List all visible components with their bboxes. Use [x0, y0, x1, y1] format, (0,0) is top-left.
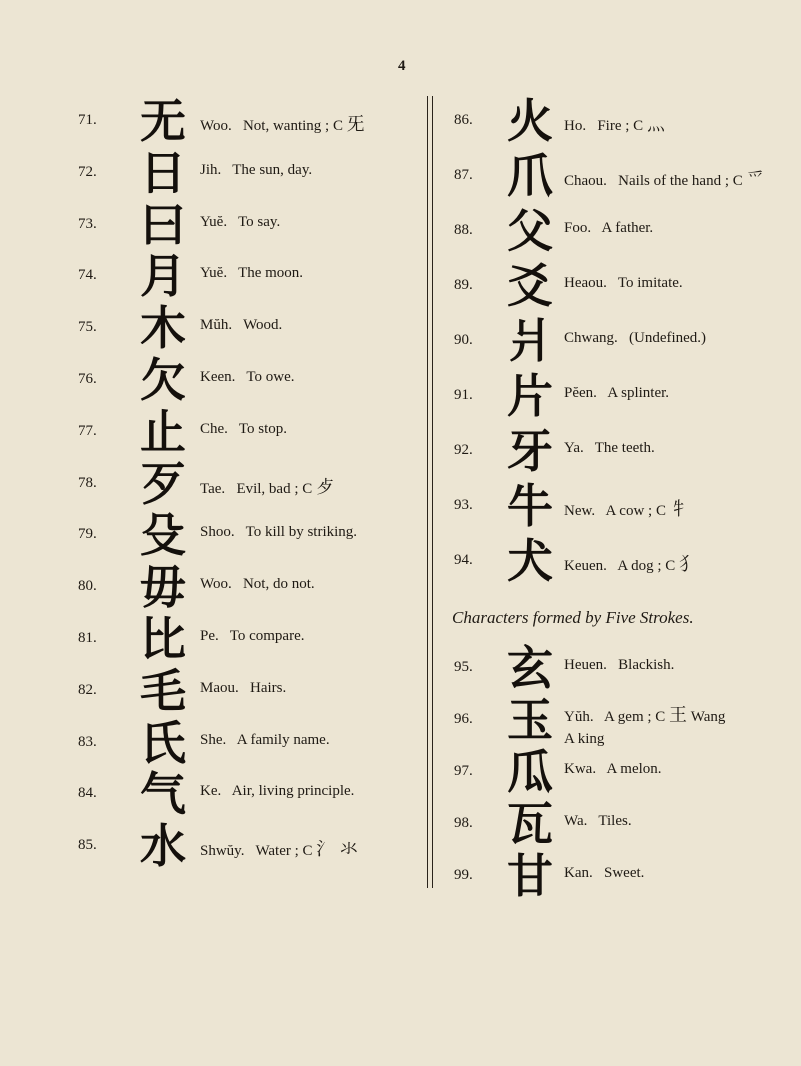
entry-character: 止 [140, 404, 186, 459]
dictionary-entry [0, 404, 424, 459]
entry-definition [564, 110, 665, 136]
dictionary-entry [0, 663, 424, 718]
entry-number: 89. [454, 277, 473, 293]
entry-meaning: Tiles. [598, 813, 632, 829]
dictionary-entry [432, 149, 801, 203]
entry-number: 86. [454, 112, 473, 128]
entry-number: 87. [454, 167, 473, 183]
entry-character: 甘 [507, 849, 553, 903]
entry-definition [200, 214, 280, 231]
entry-number: 81. [78, 630, 97, 646]
entry-number: 99. [454, 867, 473, 883]
entry-definition [564, 440, 655, 457]
entry-romanization: Heuen. [564, 657, 607, 673]
entry-meaning: Sweet. [604, 865, 645, 881]
entry-character: 犬 [507, 534, 553, 588]
entry-alternate-form: 爫 [746, 169, 765, 190]
entry-character: 气 [140, 767, 186, 822]
dictionary-entry [432, 745, 801, 799]
entry-character: 毛 [140, 663, 186, 718]
entry-definition [564, 701, 725, 727]
entry-meaning: The teeth. [594, 440, 655, 456]
entry-definition [564, 330, 706, 347]
entry-definition [200, 162, 312, 179]
entry-character: 玄 [507, 641, 553, 695]
entry-character: 水 [140, 819, 186, 874]
entry-character: 瓦 [507, 797, 553, 851]
entry-character: 无 [140, 94, 186, 148]
entry-number: 94. [454, 552, 473, 568]
dictionary-entry [0, 145, 424, 200]
entry-definition [564, 865, 644, 882]
dictionary-entry [0, 767, 424, 822]
entry-character: 火 [507, 94, 553, 148]
entry-character: 瓜 [507, 745, 553, 799]
entry-character: 月 [140, 249, 186, 304]
entry-meaning: The sun, day. [232, 161, 313, 178]
page-number: 4 [398, 58, 406, 74]
entry-definition [200, 317, 282, 334]
entry-character: 牙 [507, 424, 553, 478]
entry-definition [564, 165, 765, 191]
entry-character: 曰 [140, 197, 186, 252]
entry-character: 爻 [507, 259, 553, 313]
entry-meaning: Wood. [243, 317, 283, 334]
dictionary-entry [0, 612, 424, 666]
entry-character: 欠 [140, 353, 186, 407]
entry-meaning: Hairs. [250, 679, 287, 696]
entry-romanization: Ho. [564, 118, 587, 134]
entry-alternate-form: 牜 [669, 499, 688, 520]
entry-meaning: Not, do not. [242, 576, 315, 593]
dictionary-entry [432, 534, 801, 588]
dictionary-entry [432, 94, 801, 148]
entry-definition [200, 628, 305, 645]
entry-definition [564, 550, 697, 576]
entry-alternate-form: 歺 [316, 476, 335, 498]
dictionary-entry [432, 424, 801, 478]
dictionary-entry [0, 715, 424, 770]
entry-meaning: To owe. [246, 369, 295, 385]
entry-meaning: A family name. [236, 731, 330, 748]
entry-number: 90. [454, 332, 473, 348]
entry-number: 71. [78, 112, 97, 128]
entry-character: 毋 [140, 560, 186, 615]
entry-romanization: Woo. [200, 118, 232, 134]
entry-romanization: Yuĕ. [200, 213, 228, 230]
entry-character: 玉 [507, 693, 553, 747]
entry-definition [200, 680, 286, 697]
entry-alternate-reading: Wang [690, 709, 726, 725]
entry-definition [564, 220, 653, 237]
entry-number: 82. [78, 681, 97, 698]
entry-number: 97. [454, 763, 473, 779]
entry-romanization: Chwang. [564, 330, 618, 346]
dictionary-entry [432, 797, 801, 851]
entry-romanization: Yuĕ. [200, 265, 228, 282]
entry-romanization: Ya. [564, 440, 584, 456]
entry-romanization: Heaou. [564, 275, 607, 291]
entry-definition [564, 813, 632, 830]
entry-romanization: Wa. [564, 813, 588, 829]
entry-number: 77. [78, 422, 97, 439]
entry-number: 80. [78, 578, 97, 595]
entry-definition [200, 783, 354, 800]
entry-character: 片 [507, 369, 553, 423]
entry-character: 日 [140, 145, 186, 200]
dictionary-entry [432, 693, 801, 747]
entry-romanization: Shwŭy. [200, 843, 245, 860]
entry-meaning: To imitate. [617, 275, 683, 291]
entry-character: 氏 [140, 715, 186, 770]
entry-meaning: Air, living principle. [231, 783, 355, 800]
entry-definition [200, 524, 357, 541]
entry-alternate-form: 旡 [346, 114, 365, 135]
entry-number: 75. [78, 319, 97, 336]
entry-definition [200, 265, 303, 282]
entry-romanization: Yŭh. [564, 709, 594, 725]
entry-definition [200, 576, 315, 593]
dictionary-entry [432, 641, 801, 695]
entry-definition [564, 385, 669, 402]
dictionary-entry [0, 94, 424, 148]
entry-meaning: Evil, bad ; C [236, 480, 313, 497]
entry-romanization: Mŭh. [200, 317, 233, 334]
entry-romanization: She. [200, 731, 227, 748]
entry-definition [564, 275, 683, 292]
entry-alternate-form: 灬 [646, 114, 665, 135]
entry-romanization: Ke. [200, 783, 222, 800]
entry-character: 爿 [507, 314, 553, 368]
entry-meaning: A cow ; C [605, 503, 666, 519]
entry-meaning: Water ; C [255, 843, 313, 860]
entry-character: 爪 [507, 149, 553, 203]
entry-number: 92. [454, 442, 473, 458]
entry-number: 98. [454, 815, 473, 831]
entry-number: 78. [78, 474, 97, 491]
entry-definition [200, 473, 334, 499]
entry-romanization: Jih. [200, 161, 222, 178]
entry-meaning: A melon. [606, 761, 662, 777]
entry-meaning: To kill by striking. [245, 524, 358, 541]
entry-alternate-form: 王 [669, 705, 688, 726]
entry-romanization: Tae. [200, 480, 226, 497]
entry-romanization: Kwa. [564, 761, 597, 777]
entry-definition [200, 732, 330, 749]
dictionary-entry [432, 259, 801, 313]
entry-character: 牛 [507, 479, 553, 533]
entry-character: 殳 [140, 508, 186, 563]
dictionary-entry [0, 560, 424, 615]
entry-romanization: Keen. [200, 369, 236, 385]
entry-definition [564, 761, 662, 778]
dictionary-entry [432, 479, 801, 533]
entry-romanization: Keuen. [564, 558, 607, 574]
entry-character: 木 [140, 301, 186, 356]
entry-number: 74. [78, 267, 97, 284]
dictionary-entry [0, 197, 424, 252]
entry-meaning: (Undefined.) [629, 330, 707, 346]
entry-meaning: Blackish. [618, 657, 675, 673]
dictionary-entry [0, 301, 424, 356]
entry-number: 72. [78, 163, 97, 180]
entry-meaning: The moon. [238, 265, 304, 282]
entry-number: 91. [454, 387, 473, 403]
entry-number: 85. [78, 837, 97, 854]
entry-definition [564, 657, 674, 674]
entry-number: 93. [454, 497, 473, 513]
entry-number: 88. [454, 222, 473, 238]
entry-meaning: To say. [238, 213, 281, 230]
entry-number: 84. [78, 785, 97, 802]
entry-subdefinition: A king [564, 731, 605, 747]
dictionary-entry [432, 314, 801, 368]
entry-meaning: Nails of the hand ; C [618, 173, 743, 189]
entry-character: 父 [507, 204, 553, 258]
entry-meaning: Not, wanting ; C [242, 118, 343, 134]
dictionary-entry [0, 353, 424, 407]
entry-number: 83. [78, 733, 97, 750]
entry-character: 比 [140, 612, 186, 666]
dictionary-entry [0, 508, 424, 563]
entry-romanization: Che. [200, 420, 228, 437]
entry-meaning: A dog ; C [617, 558, 676, 574]
entry-romanization: New. [564, 503, 596, 519]
entry-definition [200, 835, 358, 861]
entry-romanization: Pe. [200, 628, 219, 644]
entry-romanization: Maou. [200, 679, 239, 696]
section-heading: Characters formed by Five Strokes. [452, 608, 694, 627]
entry-number: 73. [78, 215, 97, 232]
entry-number: 76. [78, 371, 97, 387]
entry-meaning: A splinter. [607, 385, 670, 401]
dictionary-entry [0, 456, 424, 511]
entry-character: 歹 [140, 456, 186, 511]
entry-definition [200, 421, 287, 438]
entry-meaning: To compare. [229, 628, 305, 644]
entry-number: 96. [454, 711, 473, 727]
entry-romanization: Shoo. [200, 524, 235, 541]
dictionary-entry [432, 849, 801, 903]
entry-definition [200, 110, 365, 136]
entry-definition [200, 369, 295, 386]
entry-meaning: To stop. [238, 420, 288, 437]
entry-romanization: Woo. [200, 576, 232, 593]
dictionary-entry [0, 249, 424, 304]
dictionary-entry [0, 819, 424, 874]
entry-definition [564, 495, 688, 521]
dictionary-entry [432, 204, 801, 258]
entry-meaning: Fire ; C [597, 118, 644, 134]
entry-romanization: Pĕen. [564, 385, 597, 401]
entry-number: 95. [454, 659, 473, 675]
entry-number: 79. [78, 526, 97, 543]
entry-romanization: Chaou. [564, 173, 607, 189]
entry-romanization: Foo. [564, 220, 592, 236]
entry-meaning: A gem ; C [604, 709, 666, 725]
entry-meaning: A father. [601, 220, 654, 236]
entry-romanization: Kan. [564, 865, 593, 881]
dictionary-entry [432, 369, 801, 423]
entry-alternate-form: 犭 [679, 554, 698, 575]
entry-alternate-form: 氵 氺 [316, 839, 359, 861]
